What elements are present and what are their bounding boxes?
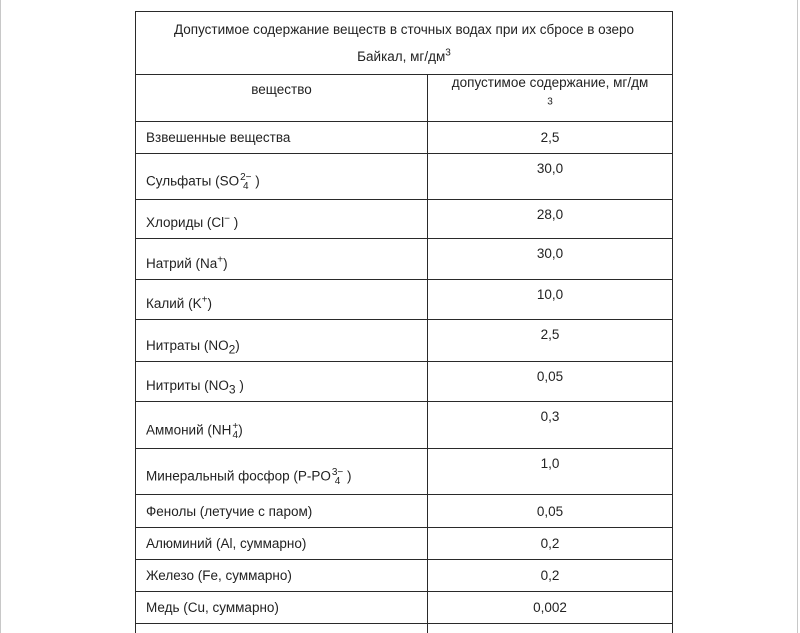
- row-value: 0,05: [428, 362, 673, 402]
- row-value: 1,0: [428, 449, 673, 495]
- row-value: 0,05: [428, 495, 673, 528]
- wastewater-limits-table: [135, 11, 673, 633]
- row-value: 0,2: [428, 560, 673, 592]
- row-substance: Хлориды (Cl− ): [136, 200, 428, 239]
- row-substance: Медь (Cu, суммарно): [136, 592, 428, 624]
- table-title-row: [136, 12, 673, 75]
- row-value-empty: [428, 624, 673, 633]
- table-title: [136, 12, 673, 75]
- table-title-unit-sup: 3: [445, 47, 451, 59]
- table-row: [136, 362, 673, 402]
- row-substance: Нитраты $(NO_2)$: [136, 320, 428, 362]
- table-title-line2: Байкал, мг/дм: [357, 49, 446, 64]
- table-row: [136, 154, 673, 200]
- table-row: [136, 449, 673, 495]
- row-substance: Натрий (Na+): [136, 239, 428, 280]
- row-substance: Калий (K+): [136, 280, 428, 320]
- table-row: [136, 495, 673, 528]
- row-substance: Взвешенные вещества: [136, 122, 428, 154]
- row-substance-empty: [136, 624, 428, 633]
- table-row: [136, 200, 673, 239]
- header-unit-sup: 3: [547, 96, 553, 108]
- row-value: 10,0: [428, 280, 673, 320]
- table-row: [136, 402, 673, 449]
- row-substance: Алюминий (Al, суммарно): [136, 528, 428, 560]
- header-content: допустимое содержание, мг/дм $^3$: [428, 75, 673, 122]
- row-value: 30,0: [428, 154, 673, 200]
- table-row: [136, 239, 673, 280]
- table-row: [136, 528, 673, 560]
- row-value: 0,3: [428, 402, 673, 449]
- table-row: [136, 560, 673, 592]
- table-row: [136, 320, 673, 362]
- table-row: [136, 122, 673, 154]
- row-value: 0,2: [428, 528, 673, 560]
- row-value: 30,0: [428, 239, 673, 280]
- row-value: 28,0: [428, 200, 673, 239]
- table-title-line1: Допустимое содержание веществ в сточных водах при их сбросе в озеро: [173, 22, 635, 37]
- row-substance: Сульфаты (SO 2− 4 ): [136, 154, 428, 200]
- row-substance: Нитриты ($NO_3$ ): [136, 362, 428, 402]
- row-value: 0,002: [428, 592, 673, 624]
- header-substance: вещество: [136, 75, 428, 122]
- row-substance: Минеральный фосфор (P-PO 3− 4 ): [136, 449, 428, 495]
- row-value: 2,5: [428, 122, 673, 154]
- table-row: [136, 592, 673, 624]
- row-substance: Железо (Fe, суммарно): [136, 560, 428, 592]
- table-row-cutoff: [136, 624, 673, 633]
- table-header-row: [136, 75, 673, 122]
- row-value: 2,5: [428, 320, 673, 362]
- table-row: [136, 280, 673, 320]
- row-substance: Аммоний (NH + 4 ): [136, 402, 428, 449]
- row-substance: Фенолы (летучие с паром): [136, 495, 428, 528]
